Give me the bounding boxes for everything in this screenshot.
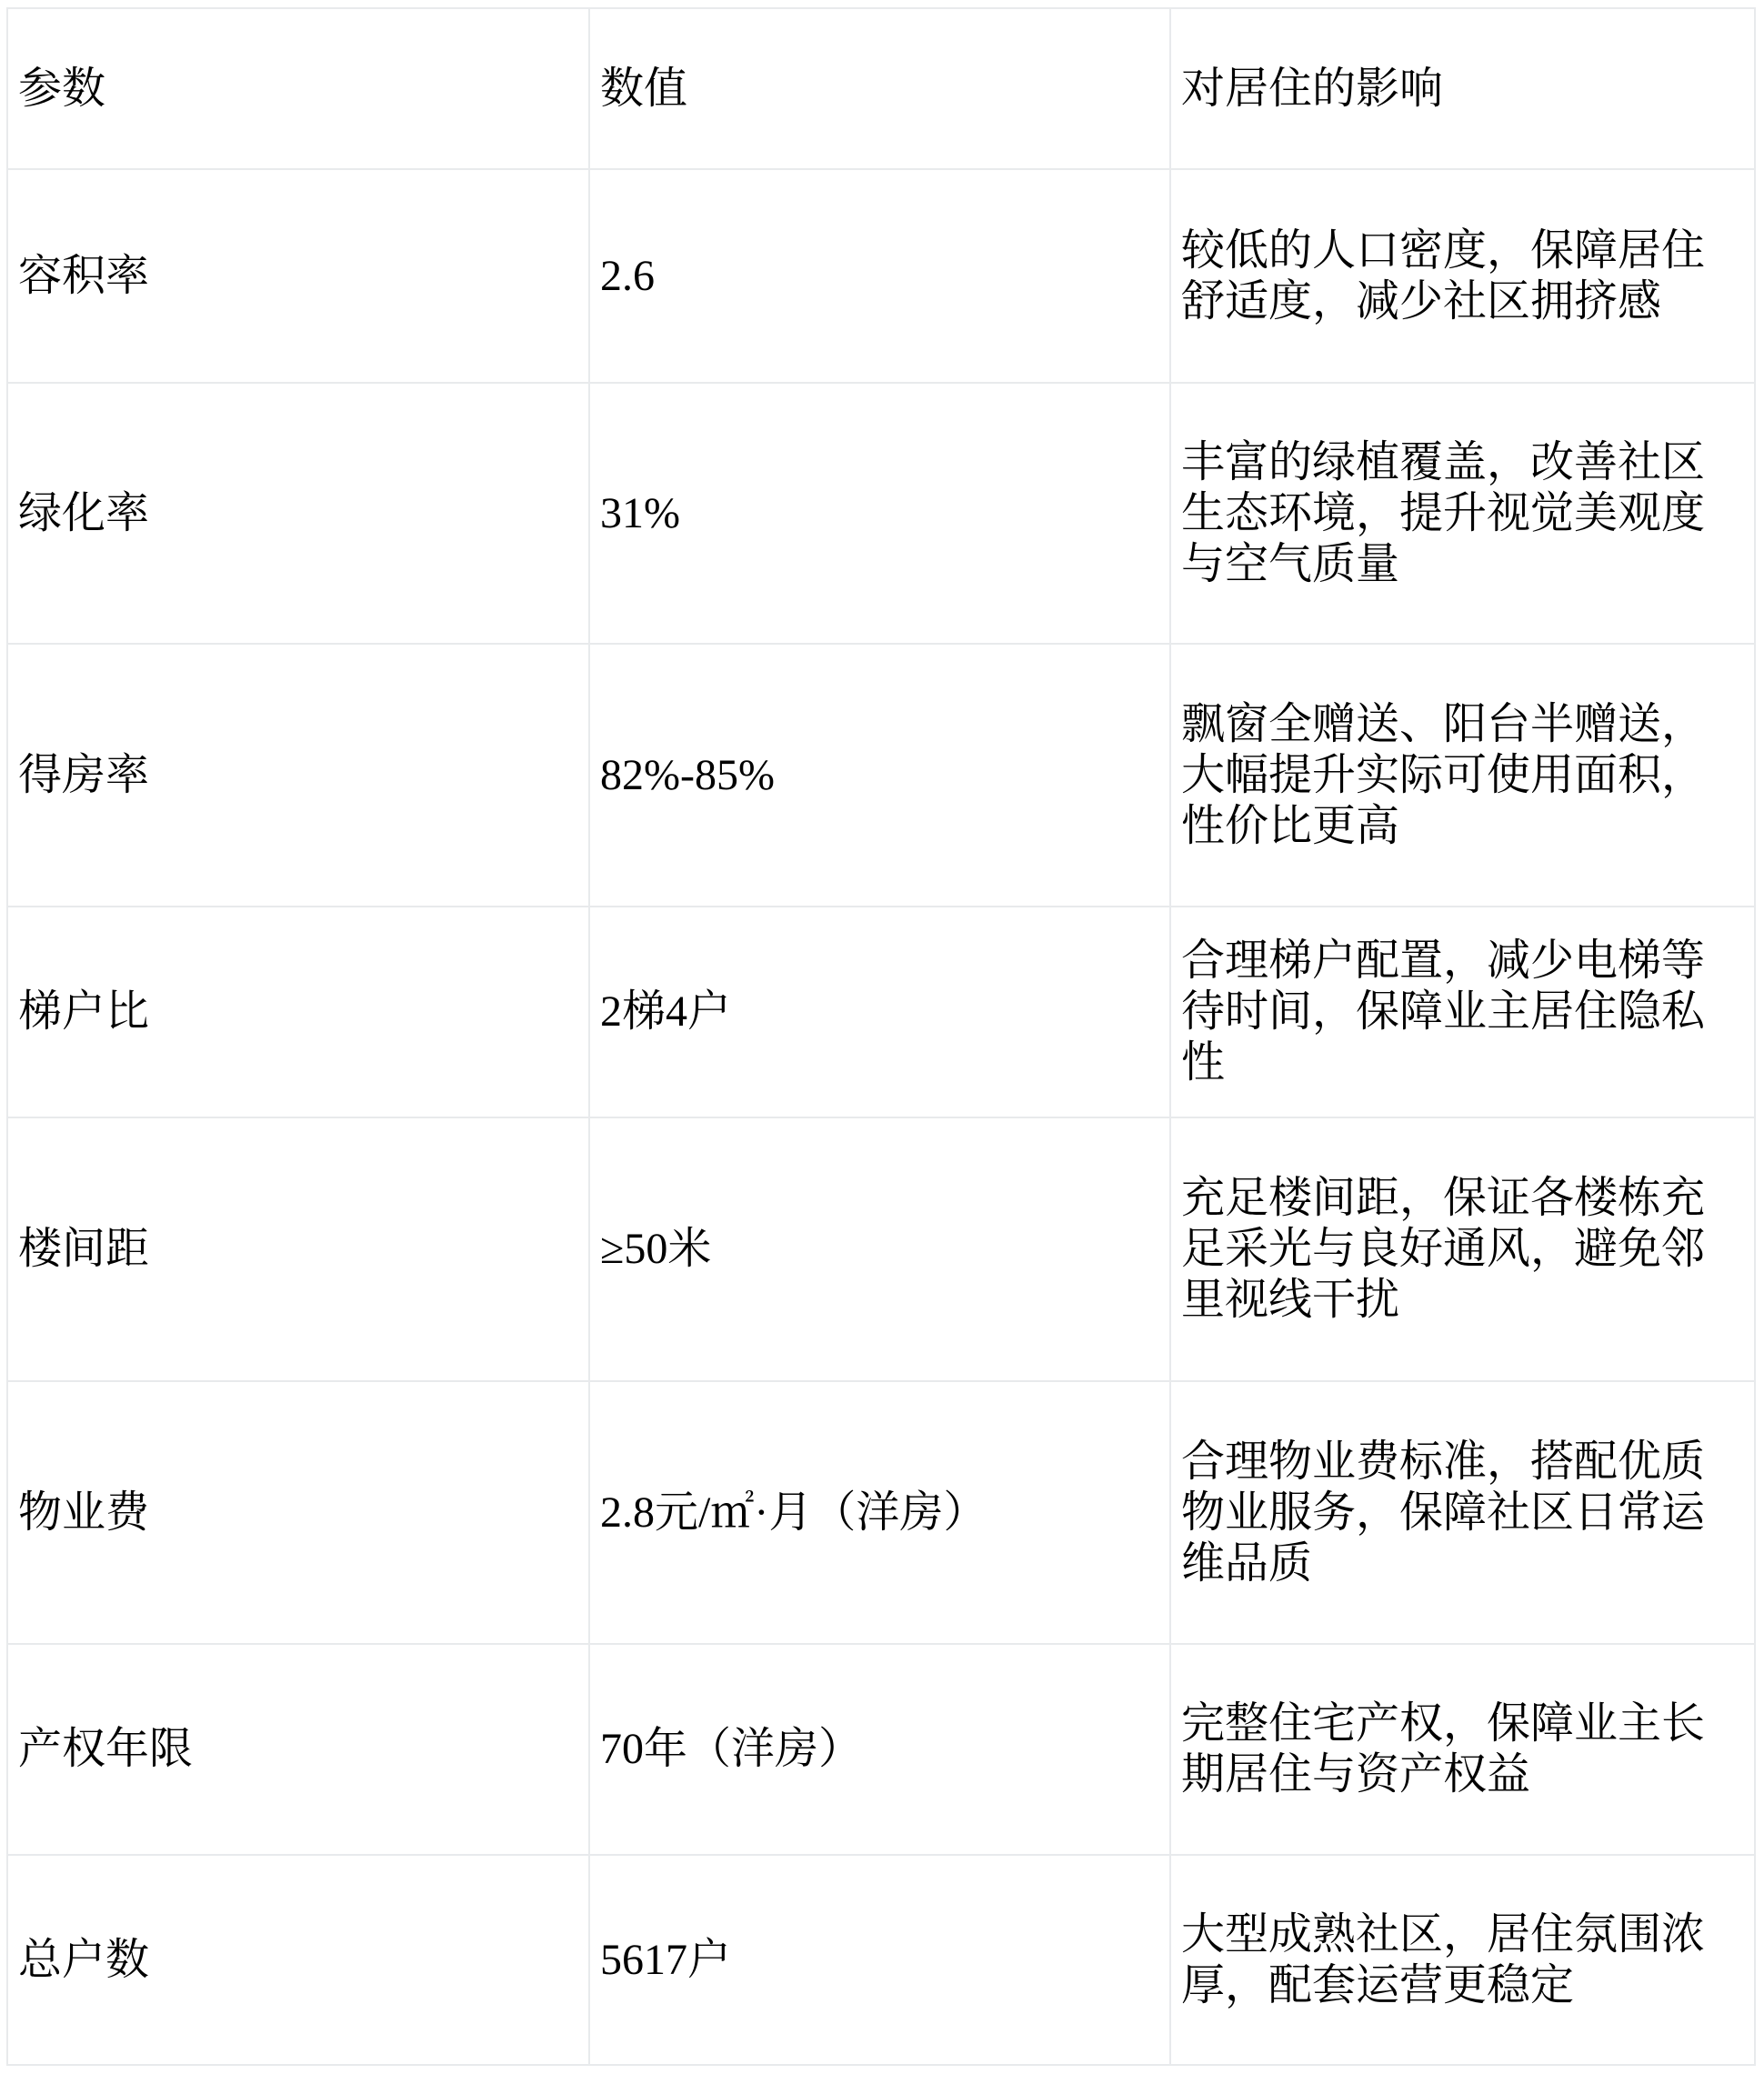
impact-cell: 完整住宅产权，保障业主长期居住与资产权益 [1170,1644,1755,1855]
value-cell: 2.8元/㎡·月（洋房） [589,1381,1170,1644]
table-row [7,1381,1755,1644]
table-header [7,8,1755,169]
value-cell: 5617户 [589,1855,1170,2065]
impact-cell: 合理梯户配置，减少电梯等待时间，保障业主居住隐私性 [1170,907,1755,1117]
param-cell: 得房率 [7,644,589,907]
value-cell: 31% [589,383,1170,644]
value-cell: 70年（洋房） [589,1644,1170,1855]
impact-cell: 较低的人口密度，保障居住舒适度，减少社区拥挤感 [1170,169,1755,383]
table-row [7,644,1755,907]
header-cell-param: 参数 [7,8,589,169]
table-row [7,1855,1755,2065]
table-row [7,1117,1755,1381]
param-cell: 容积率 [7,169,589,383]
table-row [7,383,1755,644]
table-row [7,1644,1755,1855]
value-cell: 2.6 [589,169,1170,383]
impact-cell: 飘窗全赠送、阳台半赠送，大幅提升实际可使用面积，性价比更高 [1170,644,1755,907]
param-cell: 物业费 [7,1381,589,1644]
table-body [7,169,1755,2065]
value-cell: 82%-85% [589,644,1170,907]
param-cell: 总户数 [7,1855,589,2065]
table-row [7,169,1755,383]
param-cell: 楼间距 [7,1117,589,1381]
param-cell: 产权年限 [7,1644,589,1855]
impact-cell: 丰富的绿植覆盖，改善社区生态环境，提升视觉美观度与空气质量 [1170,383,1755,644]
header-cell-value: 数值 [589,8,1170,169]
impact-cell: 充足楼间距，保证各楼栋充足采光与良好通风，避免邻里视线干扰 [1170,1117,1755,1381]
params-table [6,7,1756,2066]
impact-cell: 大型成熟社区，居住氛围浓厚，配套运营更稳定 [1170,1855,1755,2065]
header-cell-impact: 对居住的影响 [1170,8,1755,169]
param-cell: 梯户比 [7,907,589,1117]
param-cell: 绿化率 [7,383,589,644]
table-header-row [7,8,1755,169]
value-cell: 2梯4户 [589,907,1170,1117]
table-row [7,907,1755,1117]
impact-cell: 合理物业费标准，搭配优质物业服务，保障社区日常运维品质 [1170,1381,1755,1644]
value-cell: ≥50米 [589,1117,1170,1381]
